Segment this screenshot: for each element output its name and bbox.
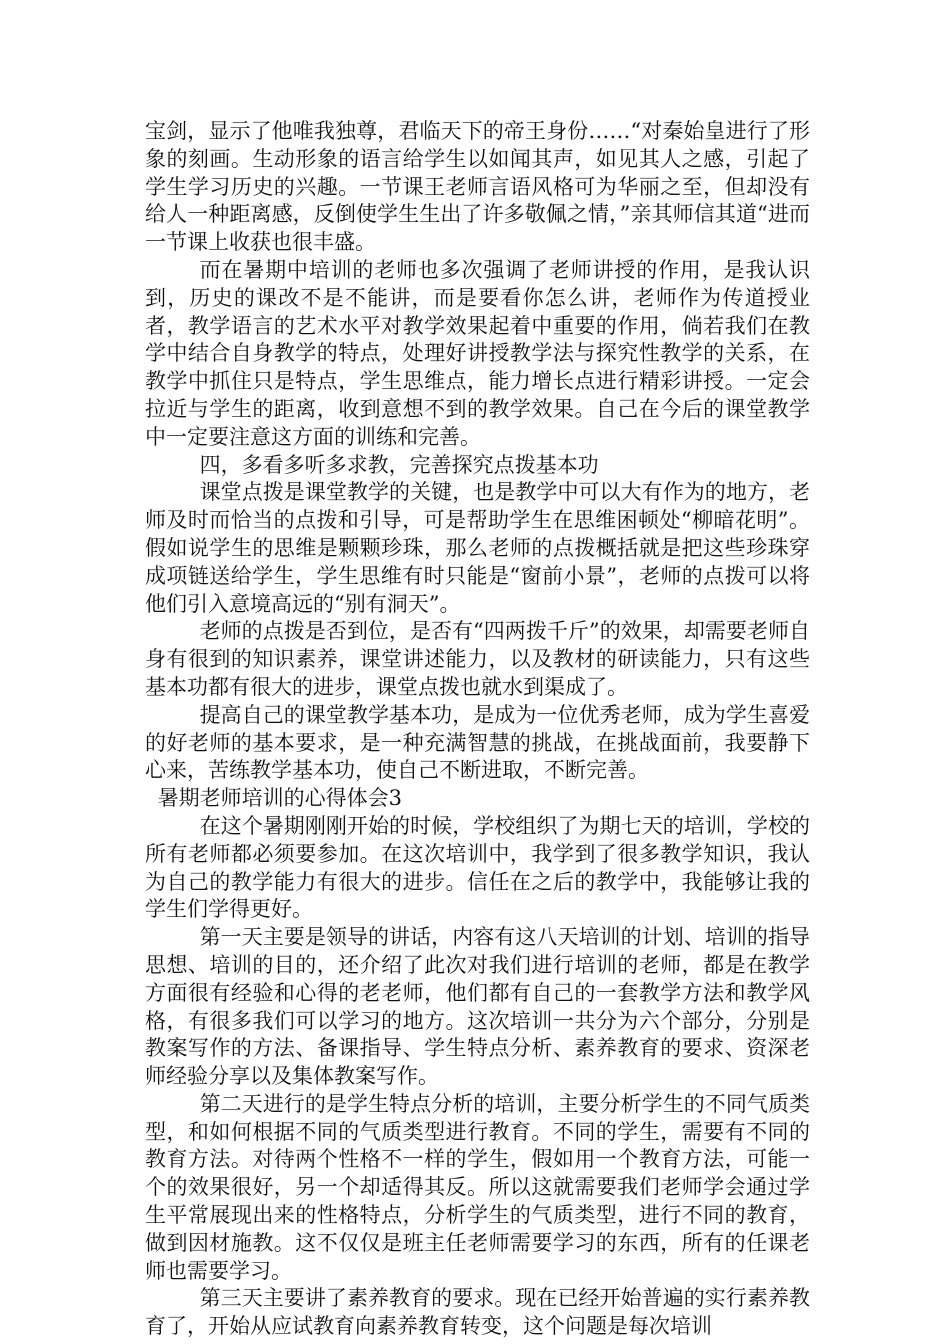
paragraph-2: 而在暑期中培训的老师也多次强调了老师讲授的作用，是我认识到，历史的课改不是不能讲，而是要看你怎么讲，老师作为传道授业者，教学语言的艺术水平对教学效果起着中重要的作用，倘若我们在教学中结合自身教学的特点，处理好讲授教学法与探究性教学的关系，在教学中抓住只是特点，学生思维点，能力增长点进行精彩讲授。一定会拉近与学生的距离，收到意想不到的教学效果。自己在今后的课堂教学中一定要注意这方面的训练和完善。 xyxy=(145,257,810,449)
paragraph-3: 课堂点拨是课堂教学的关键，也是教学中可以大有作为的地方，老师及时而恰当的点拨和引导，可是帮助学生在思维困顿处“柳暗花明”。假如说学生的思维是颗颗珍珠，那么老师的点拨概括就是把这些珍珠穿成项链送给学生，学生思维有时只能是“窗前小景”，老师的点拨可以将他们引入意境高远的“别有洞天”。 xyxy=(145,480,810,616)
paragraph-6: 在这个暑期刚刚开始的时候，学校组织了为期七天的培训，学校的所有老师都必须要参加。在这次培训中，我学到了很多教学知识，我认为自己的教学能力有很大的进步。信任在之后的教学中，我能够让我的学生们学得更好。 xyxy=(145,813,810,922)
paragraph-4: 老师的点拨是否到位，是否有“四两拨千斤”的效果，却需要老师自身有很到的知识素养，课堂讲述能力，以及教材的研读能力，只有这些基本功都有很大的进步，课堂点拨也就水到渠成了。 xyxy=(145,619,810,699)
paragraph-5: 提高自己的课堂教学基本功，是成为一位优秀老师，成为学生喜爱的好老师的基本要求，是一种充满智慧的挑战，在挑战面前，我要静下心来，苦练教学基本功，使自己不断进取，不断完善。 xyxy=(145,702,810,783)
paragraph-1: 宝剑，显示了他唯我独尊，君临天下的帝王身份……“对秦始皇进行了形象的刻画。生动形象的语言给学生以如闻其声，如见其人之感，引起了学生学习历史的兴趣。一节课王老师言语风格可为华丽之至，但却没有给人一种距离感，反倒使学生生出了许多敬佩之情，”亲其师信其道“进而一节课上收获也很丰盛。 xyxy=(145,119,810,255)
subheading-four: 四，多看多听多求教，完善探究点拨基本功 xyxy=(199,452,599,477)
paragraph-8: 第二天进行的是学生特点分析的培训，主要分析学生的不同气质类型，和如何根据不同的气质类型进行教育。不同的学生，需要有不同的教育方法。对待两个性格不一样的学生，假如用一个教育方法，可能一个的效果很好，另一个却适得其反。所以这就需要我们老师学会通过学生平常展现出来的性格特点，分析学生的气质类型，进行不同的教育，做到因材施教。这不仅仅是班主任老师需要学习的东西，所有的任课老师也需要学习。 xyxy=(145,1091,810,1283)
document-page xyxy=(145,118,810,1341)
section-title: 暑期老师培训的心得体会3 xyxy=(157,786,402,811)
paragraph-7: 第一天主要是领导的讲话，内容有这八天培训的计划、培训的指导思想、培训的目的，还介绍了此次对我们进行培训的老师，都是在教学方面很有经验和心得的老老师，他们都有自己的一套教学方法和教学风格，有很多我们可以学习的地方。这次培训一共分为六个部分，分别是教案写作的方法、备课指导、学生特点分析、素养教育的要求、资深老师经验分享以及集体教案写作。 xyxy=(145,925,810,1089)
paragraph-9: 第三天主要讲了素养教育的要求。现在已经开始普遍的实行素养教育了，开始从应试教育向素养教育转变，这个问题是每次培训 xyxy=(145,1286,810,1339)
